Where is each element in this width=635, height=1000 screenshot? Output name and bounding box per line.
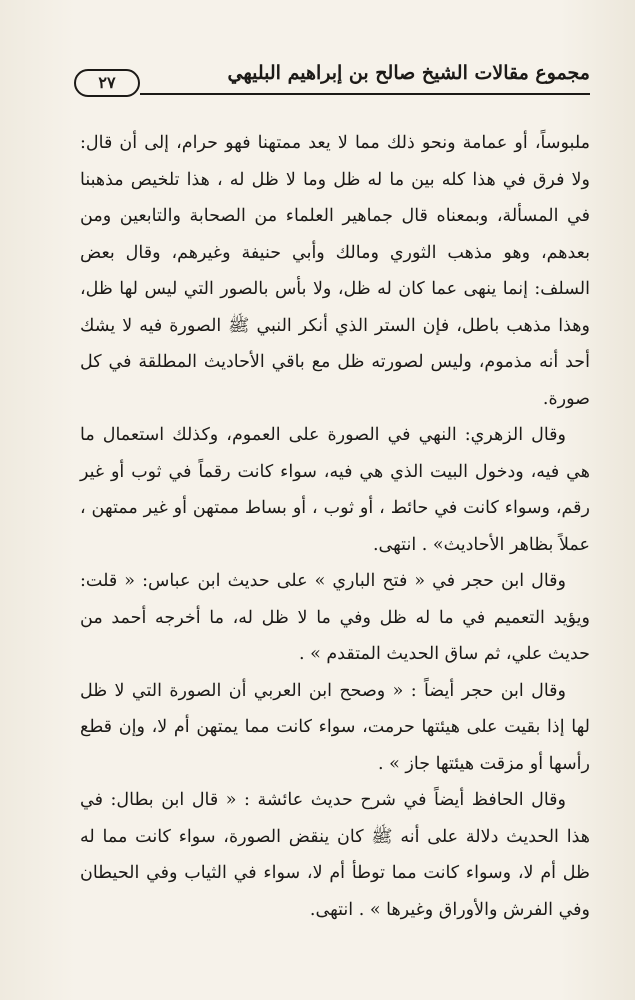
page-body <box>80 125 590 928</box>
paragraph-5: وقال الحافظ أيضاً في شرح حديث عائشة : « قال ابن بطال: في هذا الحديث دلالة على أنه ﷺ كان ينقض الصورة، سواء كانت مما له ظل أم لا، وسواء كانت مما توطأ أم لا، سواء في الثياب وفي الحيطان وفي الفرش والأوراق وغيرها » . انتهى. <box>80 790 590 920</box>
paragraph-3: وقال ابن حجر في « فتح الباري » على حديث ابن عباس: « قلت: ويؤيد التعميم في ما له ظل وفي ما لا ظل له، ما أخرجه أحمد من حديث علي، ثم ساق الحديث المتقدم » . <box>80 571 590 664</box>
page-number: ٢٧ <box>74 69 140 97</box>
paragraph-4: وقال ابن حجر أيضاً : « وصحح ابن العربي أن الصورة التي لا ظل لها إذا بقيت على هيئتها حرمت، سواء كانت مما يمتهن أم لا، وإن قطع رأسها أو مزقت هيئتها جاز » . <box>80 680 590 774</box>
page-header <box>74 62 590 102</box>
book-title: مجموع مقالات الشيخ صالح بن إبراهيم البليهي <box>227 62 590 84</box>
paragraph-2: وقال الزهري: النهي في الصورة على العموم، وكذلك استعمال ما هي فيه، ودخول البيت الذي هي فيه، سواء كانت رقماً في ثوب أو غير رقم، وسواء كانت في حائط ، أو ثوب ، أو بساط ممتهن أو غير ممتهن ، عملاً بظاهر الأحاديث» . انتهى. <box>80 425 590 555</box>
header-rule <box>140 93 590 95</box>
paragraph-1: ملبوساً، أو عمامة ونحو ذلك مما لا يعد ممتهنا فهو حرام، إلى أن قال: ولا فرق في هذا كله بين ما له ظل وما لا ظل له ، هذا تلخيص مذهبنا في المسألة، وبمعناه قال جماهير العلماء من الصحابة والتابعين ومن بعدهم، وهو مذهب الثوري ومالك وأبي حنيفة وغيرهم، وقال بعض السلف: إنما ينهى عما كان له ظل، ولا بأس بالصور التي ليس لها ظل، وهذا مذهب باطل، فإن الستر الذي أنكر النبي ﷺ الصورة فيه لا يشك أحد أنه مذموم، وليس لصورته ظل مع باقي الأحاديث المطلقة في كل صورة. <box>80 133 590 409</box>
